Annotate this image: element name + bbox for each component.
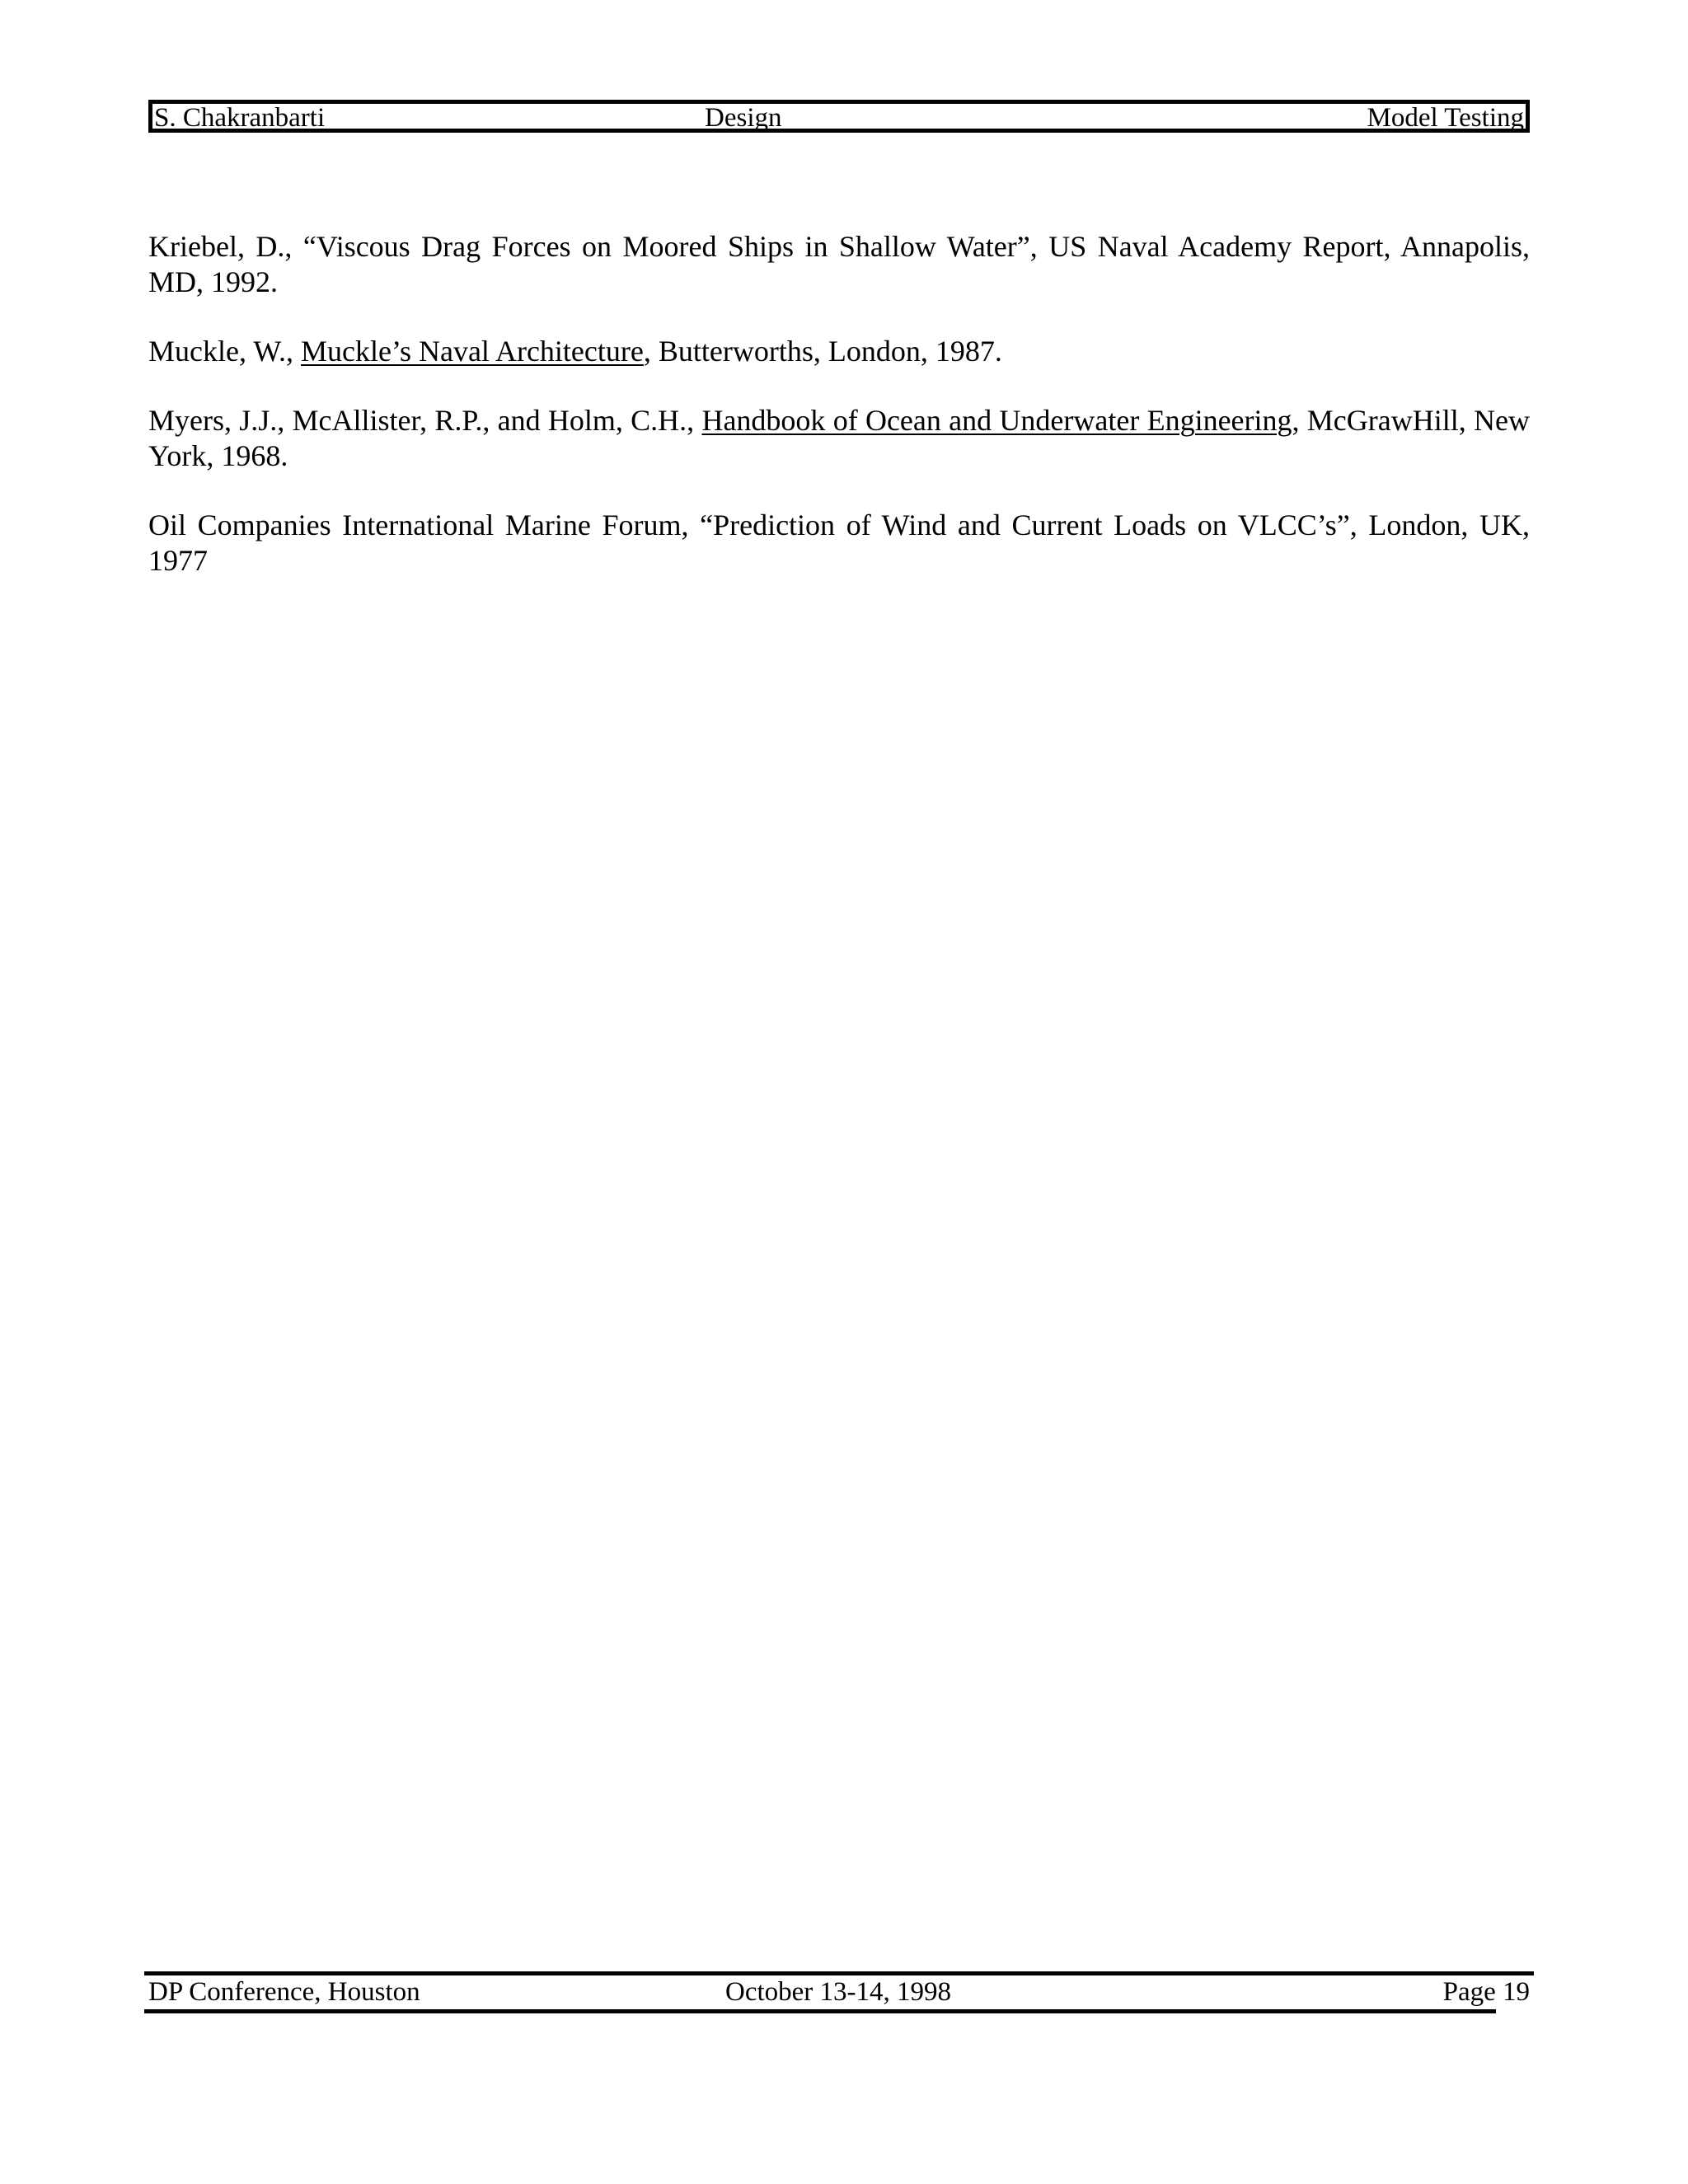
reference-text: Muckle, W., xyxy=(148,335,301,368)
reference-text: Oil Companies International Marine Forum, “Prediction of Wind and Current Loads on VLCC’s”, London, UK, 1977 xyxy=(148,509,1530,577)
reference-item xyxy=(148,508,1530,579)
header-topic: Model Testing xyxy=(1367,103,1524,133)
reference-text: , Butterworths, London, 1987. xyxy=(643,335,1002,368)
header-section: Design xyxy=(705,103,782,133)
reference-text: Myers, J.J., McAllister, R.P., and Holm, C.H., xyxy=(148,404,702,437)
reference-title: Handbook of Ocean and Underwater Engineering xyxy=(701,404,1292,437)
reference-text: Kriebel, D., “Viscous Drag Forces on Moored Ships in Shallow Water”, US Naval Academy Report, Annapolis, MD, 1992. xyxy=(148,230,1530,298)
footer-bottom-rule xyxy=(144,2009,1496,2013)
footer-top-rule xyxy=(144,1971,1534,1975)
header-author: S. Chakranbarti xyxy=(154,103,326,133)
page-number: Page 19 xyxy=(1442,1977,1530,2007)
footer-conference: DP Conference, Houston xyxy=(148,1977,420,2007)
reference-title: Muckle’s Naval Architecture xyxy=(301,335,644,368)
reference-item xyxy=(148,334,1530,369)
reference-text: , McGrawHill, New York, 1968. xyxy=(148,404,1530,472)
page-header xyxy=(148,100,1530,133)
reference-list xyxy=(148,229,1530,612)
reference-item xyxy=(148,229,1530,300)
footer-date: October 13-14, 1998 xyxy=(725,1977,952,2007)
page-footer xyxy=(148,1976,1530,2009)
reference-item xyxy=(148,403,1530,474)
